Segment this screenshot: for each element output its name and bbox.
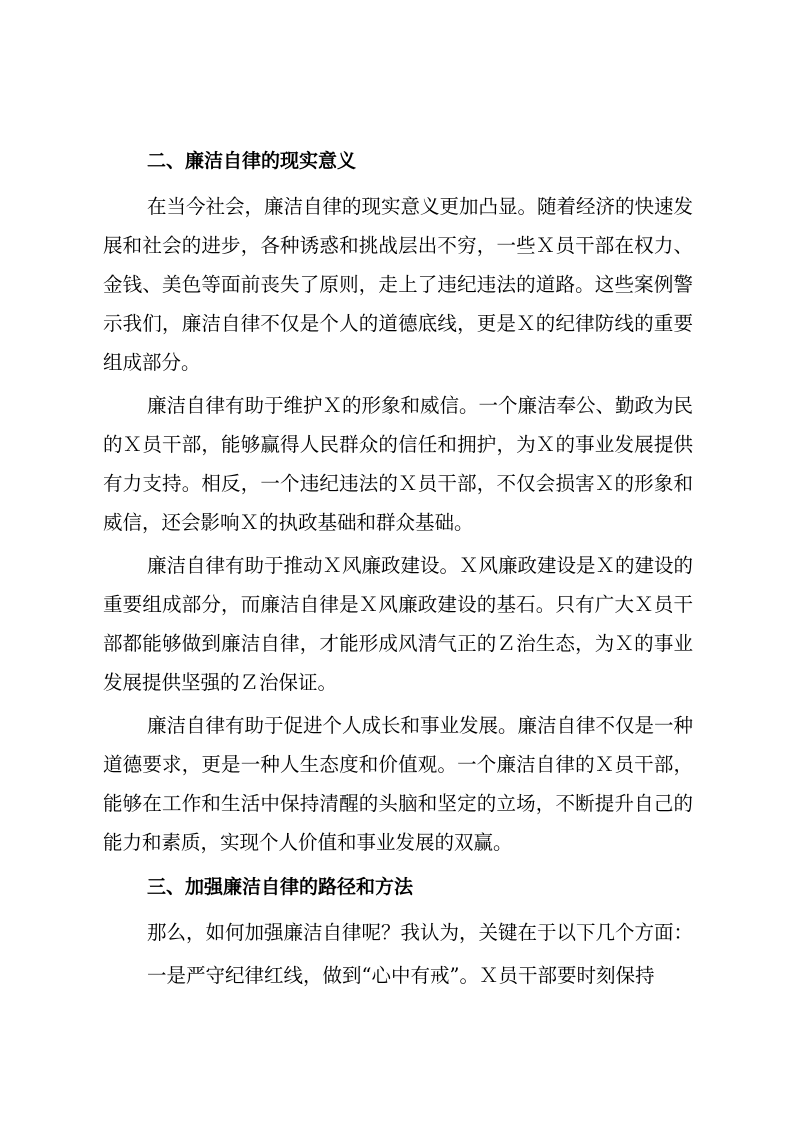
section-heading-3: 三、加强廉洁自律的路径和方法 bbox=[147, 876, 414, 898]
section-heading-2: 二、廉洁自律的现实意义 bbox=[147, 150, 357, 172]
paragraph: 一是严守纪律红线，做到“心中有戒”。Ｘ员干部要时刻保持 bbox=[147, 964, 655, 987]
paragraph: 在当今社会，廉洁自律的现实意义更加凸显。随着经济的快速发展和社会的进步，各种诱惑和挑战层出不穷，一些Ｘ员干部在权力、金钱、美色等面前丧失了原则，走上了违纪违法的道路。这些案例警示我们，廉洁自律不仅是个人的道德底线，更是Ｘ的纪律防线的重要组成部分。 bbox=[103, 195, 694, 374]
paragraph: 廉洁自律有助于维护Ｘ的形象和威信。一个廉洁奉公、勤政为民的Ｘ员干部，能够赢得人民群众的信任和拥护，为Ｘ的事业发展提供有力支持。相反，一个违纪违法的Ｘ员干部，不仅会损害Ｘ的形象和威信，还会影响Ｘ的执政基础和群众基础。 bbox=[103, 394, 694, 534]
document-body bbox=[103, 140, 693, 995]
paragraph: 那么，如何加强廉洁自律呢？我认为，关键在于以下几个方面： bbox=[147, 921, 694, 944]
paragraph: 廉洁自律有助于推动Ｘ风廉政建设。Ｘ风廉政建设是Ｘ的建设的重要组成部分，而廉洁自律是Ｘ风廉政建设的基石。只有广大Ｘ员干部都能够做到廉洁自律，才能形成风清气正的Ｚ治生态，为Ｘ的事业发展提供坚强的Ｚ治保证。 bbox=[103, 554, 694, 694]
paragraph: 廉洁自律有助于促进个人成长和事业发展。廉洁自律不仅是一种道德要求，更是一种人生态度和价值观。一个廉洁自律的Ｘ员干部，能够在工作和生活中保持清醒的头脑和坚定的立场，不断提升自己的能力和素质，实现个人价值和事业发展的双赢。 bbox=[103, 714, 694, 854]
